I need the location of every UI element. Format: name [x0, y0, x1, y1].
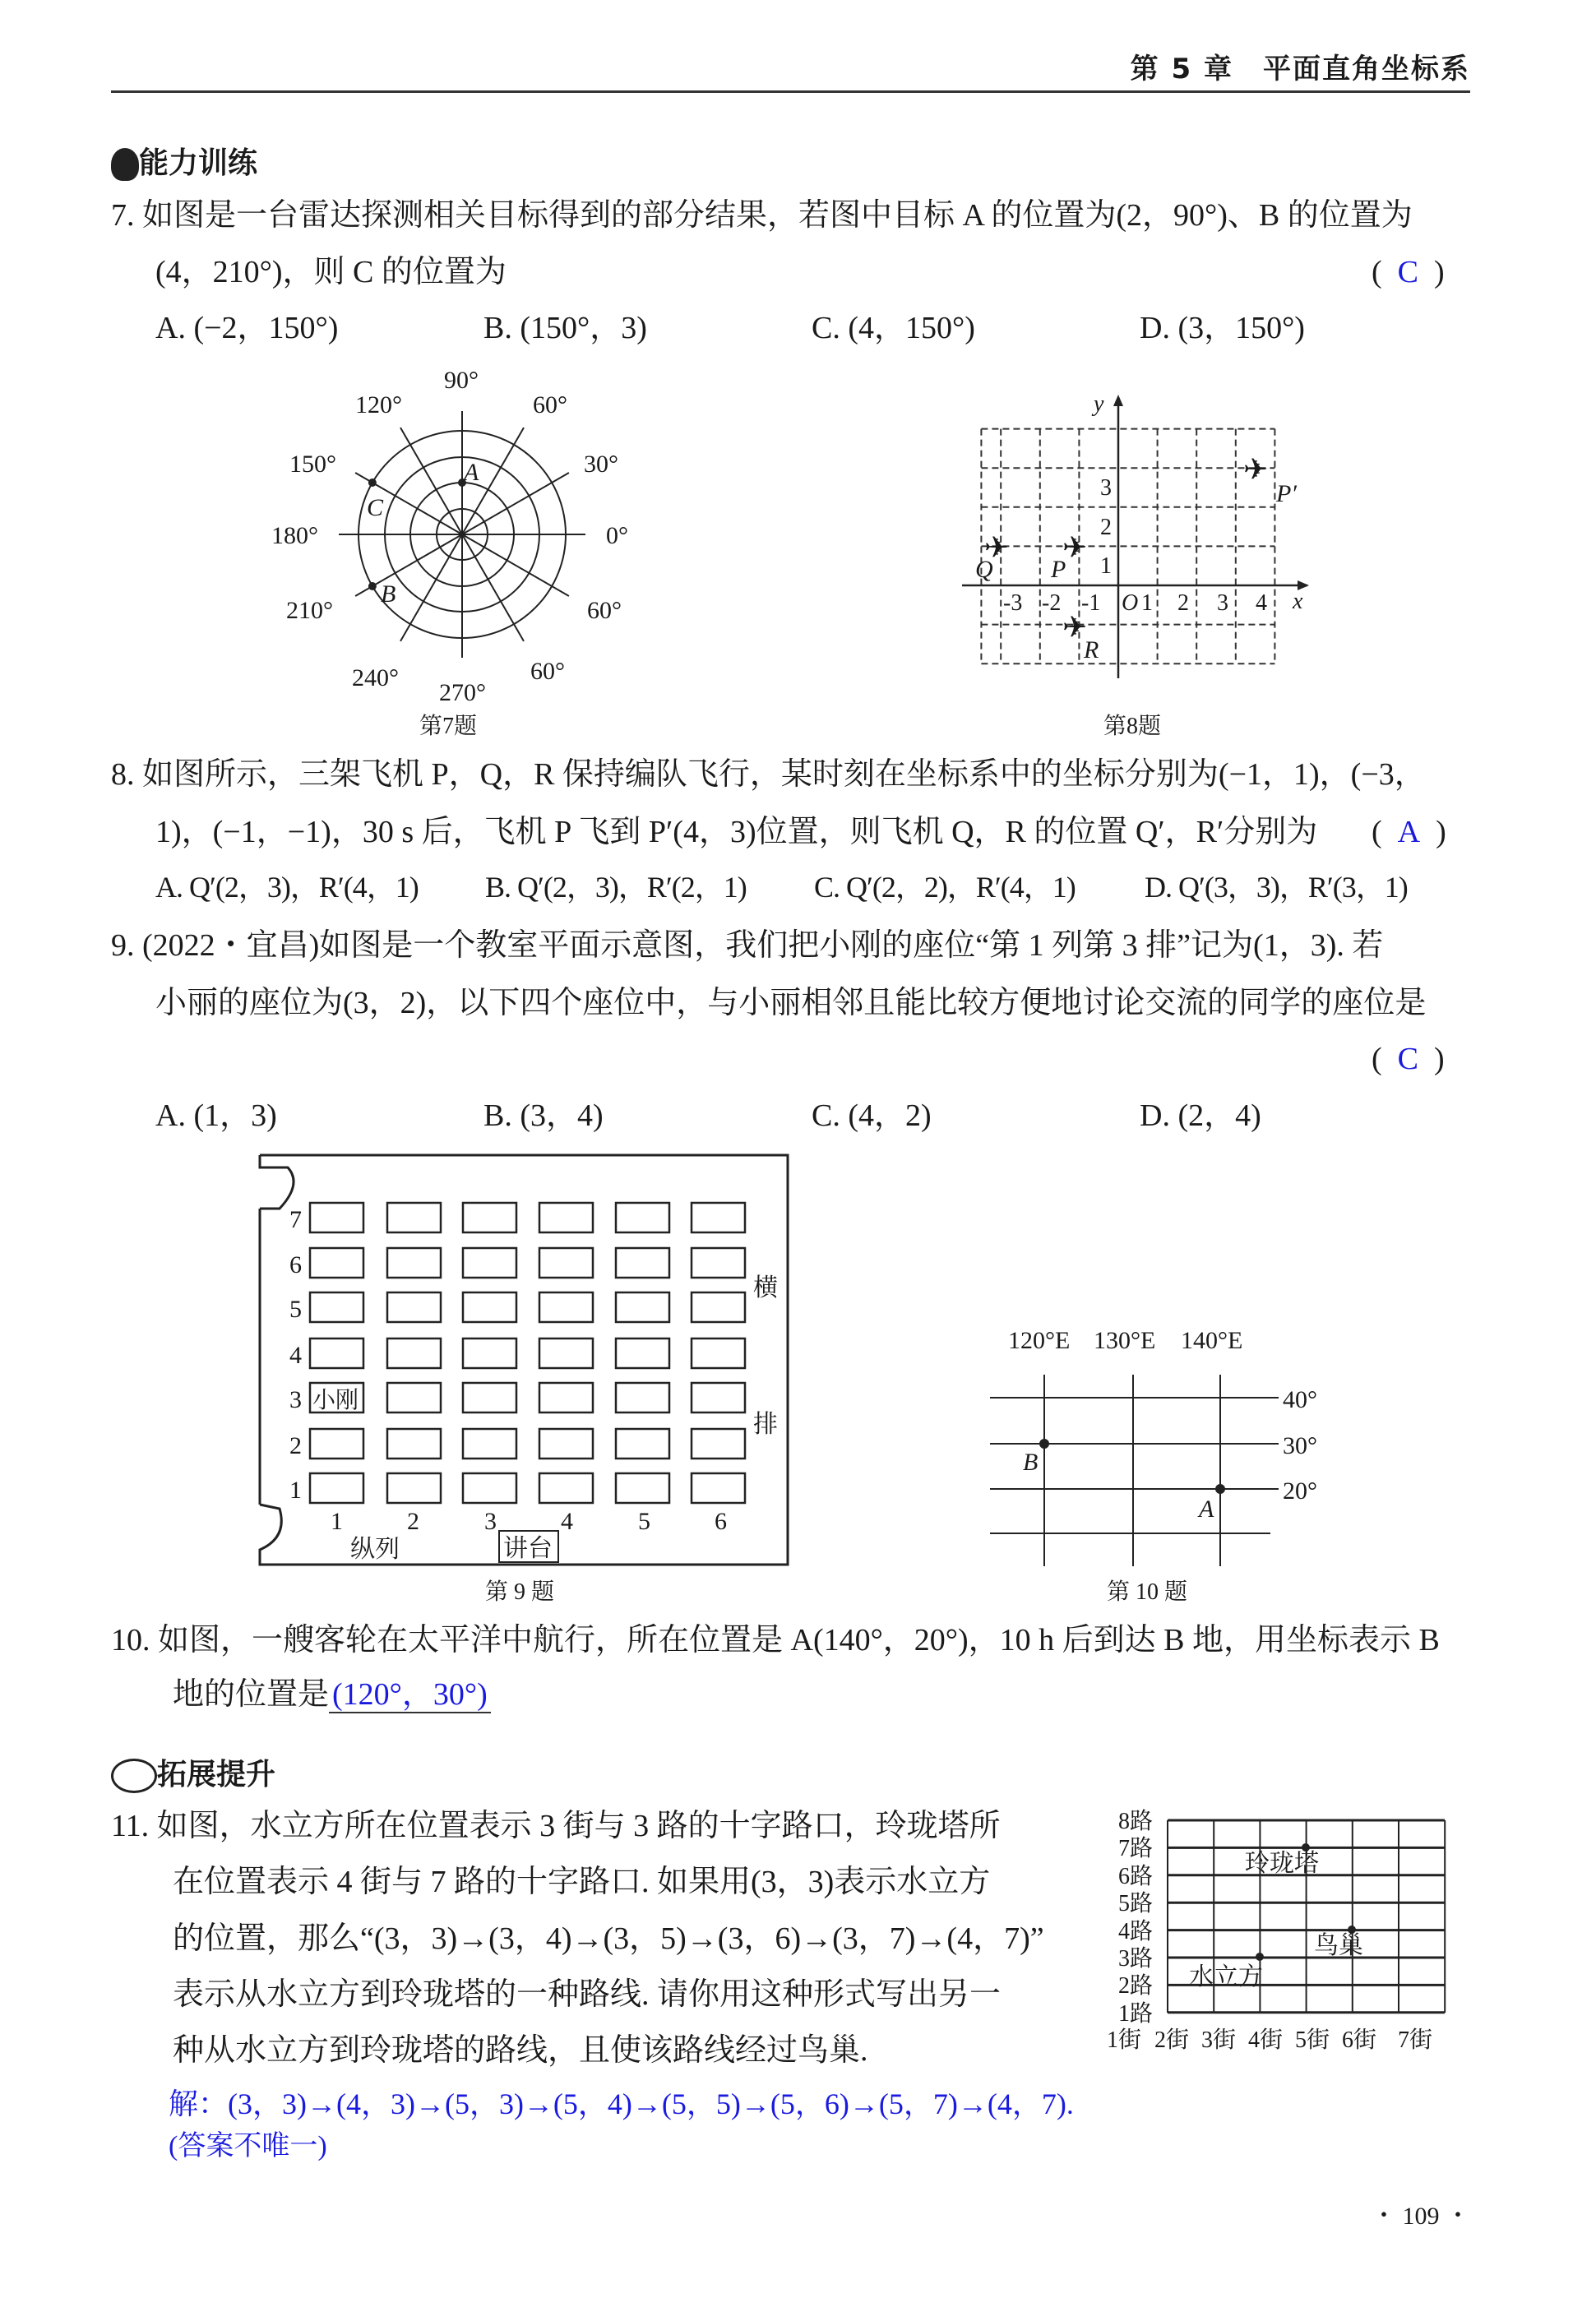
street-label: 6街 — [1342, 2027, 1377, 2053]
desk — [387, 1292, 441, 1322]
desk — [463, 1338, 516, 1368]
road-label: 5路 — [1118, 1891, 1154, 1916]
desk — [539, 1292, 593, 1322]
plane-p-label: P — [1051, 556, 1066, 583]
q11-line-3: 的位置，那么“(3，3)→(3，4)→(3，5)→(3，6)→(3，7)→(4，7)” — [173, 1921, 1044, 1956]
plane-p-prime-label: P′ — [1276, 480, 1297, 507]
q7-answer: C — [1397, 255, 1419, 289]
q7-option-b: B. (150°，3) — [483, 311, 647, 345]
x-tick: -2 — [1042, 590, 1062, 616]
desk — [539, 1473, 593, 1503]
col-label: 6 — [715, 1508, 727, 1535]
radar-labels — [271, 367, 628, 706]
q8-option-c: C. Q′(2，2)，R′(4，1) — [814, 871, 1076, 904]
x-tick: -3 — [1003, 590, 1023, 616]
row-label: 2 — [289, 1432, 302, 1459]
fig8-caption: 第8题 — [1103, 714, 1162, 739]
road-label: 7路 — [1118, 1836, 1154, 1861]
desk — [616, 1292, 669, 1322]
desk — [387, 1473, 441, 1503]
col-label: 2 — [407, 1508, 419, 1535]
desk — [539, 1383, 593, 1412]
q8-option-b: B. Q′(2，3)，R′(2，1) — [485, 871, 747, 904]
desk — [463, 1473, 516, 1503]
q8-option-a: A. Q′(2，3)，R′(4，1) — [155, 871, 419, 904]
q8-line-2: 1)，(−1，−1)，30 s 后，飞机 P 飞到 P′(4，3)位置，则飞机 Q，R 的位置 Q′，R′分别为 — [155, 815, 1318, 849]
desk — [539, 1429, 593, 1459]
row-direction-label: 排 — [753, 1411, 778, 1438]
x-tick: -1 — [1081, 590, 1101, 616]
y-tick: 2 — [1100, 515, 1112, 540]
desk — [616, 1473, 669, 1503]
longitude-label: 140°E — [1181, 1327, 1243, 1354]
desk — [387, 1203, 441, 1232]
col-label: 1 — [331, 1508, 343, 1535]
niaochao-label: 鸟巢 — [1314, 1932, 1363, 1959]
q9-answer: C — [1397, 1042, 1419, 1076]
fig9-caption: 第 9 题 — [485, 1579, 555, 1605]
q8-option-d: D. Q′(3，3)，R′(3，1) — [1145, 871, 1408, 904]
radar-target-point — [369, 479, 376, 486]
q7-option-c: C. (4，150°) — [812, 311, 975, 345]
xiaogang-seat-label: 小刚 — [312, 1388, 359, 1413]
q7-line-2: (4，210°)，则 C 的位置为 — [155, 255, 507, 289]
desk — [463, 1248, 516, 1278]
row-label: 3 — [289, 1386, 302, 1413]
radar-spoke — [400, 428, 462, 534]
road-label: 3路 — [1118, 1946, 1154, 1972]
longitude-label: 120°E — [1008, 1327, 1071, 1354]
street-label: 3街 — [1201, 2027, 1237, 2053]
x-axis-label: x — [1293, 589, 1303, 614]
road-label: 8路 — [1118, 1809, 1154, 1834]
desk — [539, 1248, 593, 1278]
street-label: 5街 — [1295, 2027, 1330, 2053]
q10-prompt: 地的位置是 — [173, 1677, 330, 1712]
radar-spoke — [400, 534, 462, 641]
desk — [310, 1338, 363, 1368]
label-60: 60° — [533, 391, 567, 418]
x-tick: 3 — [1217, 590, 1228, 616]
street-label: 1街 — [1107, 2027, 1142, 2053]
bracket-close: ) — [1434, 1042, 1445, 1076]
point-b-label: B — [1023, 1449, 1039, 1476]
desk — [616, 1338, 669, 1368]
point-a-label: A — [1199, 1496, 1214, 1523]
q9-line-1: 9. (2022・宜昌)如图是一个教室平面示意图，我们把小刚的座位“第 1 列第 3 排”记为(1，3). 若 — [111, 928, 1384, 963]
label-180: 180° — [271, 522, 318, 549]
col-label: 5 — [638, 1508, 650, 1535]
desk — [539, 1338, 593, 1368]
desk — [692, 1473, 745, 1503]
q8-line-1: 8. 如图所示，三架飞机 P，Q，R 保持编队飞行，某时刻在坐标系中的坐标分别为(−1，1)，(−3， — [111, 757, 1426, 792]
radar-spoke — [462, 534, 569, 596]
row-label: 7 — [289, 1206, 302, 1233]
desk — [310, 1203, 363, 1232]
radar-target-point — [369, 583, 376, 589]
label-240: 240° — [352, 664, 399, 691]
page-number: ・ 109 ・ — [1372, 2203, 1470, 2230]
bracket-close: ) — [1434, 255, 1445, 289]
row-label: 4 — [289, 1342, 302, 1369]
podium-label: 讲台 — [503, 1535, 553, 1562]
y-tick: 3 — [1100, 475, 1112, 501]
road-label: 4路 — [1118, 1919, 1154, 1944]
street-map-figure — [1107, 1808, 1445, 2053]
road-label: 1路 — [1118, 2001, 1154, 2027]
desk — [616, 1429, 669, 1459]
desk — [387, 1429, 441, 1459]
bracket-open: ( — [1372, 1042, 1382, 1076]
q7-line-1: 7. 如图是一台雷达探测相关目标得到的部分结果，若图中目标 A 的位置为(2，90°)、B 的位置为 — [111, 198, 1413, 233]
desk — [310, 1292, 363, 1322]
longitude-label: 130°E — [1094, 1327, 1156, 1354]
street-label: 4街 — [1248, 2027, 1284, 2053]
desk — [387, 1338, 441, 1368]
desk — [387, 1248, 441, 1278]
desk — [463, 1203, 516, 1232]
shuilifang-label: 水立方 — [1189, 1963, 1263, 1990]
section-title: 能力训练 — [139, 146, 258, 180]
street-label: 2街 — [1154, 2027, 1190, 2053]
col-label: 4 — [561, 1508, 573, 1535]
label-300: 60° — [530, 658, 565, 685]
point-b — [1040, 1440, 1048, 1448]
x-tick: 2 — [1177, 590, 1189, 616]
label-270: 270° — [439, 679, 486, 706]
row-direction-label: 横 — [753, 1274, 778, 1301]
radar-spoke — [462, 534, 524, 641]
q9-line-2: 小丽的座位为(3，2)，以下四个座位中，与小丽相邻且能比较方便地讨论交流的同学的座位是 — [155, 986, 1427, 1020]
x-tick: 4 — [1256, 590, 1267, 616]
label-150: 150° — [289, 451, 336, 478]
q11-answer: 解：(3，3)→(4，3)→(5，3)→(5，4)→(5，5)→(5，6)→(5，7)→(4，7). — [169, 2087, 1074, 2120]
bracket-close: ) — [1436, 815, 1446, 849]
desk — [692, 1203, 745, 1232]
q9-option-d: D. (2，4) — [1140, 1098, 1261, 1133]
desk — [539, 1203, 593, 1232]
q8-answer: A — [1397, 815, 1421, 849]
row-label: 1 — [289, 1477, 302, 1504]
plane-p-icon: ✈ — [1062, 531, 1088, 564]
origin-label: O — [1122, 590, 1139, 616]
shuilifang-point — [1256, 1953, 1264, 1961]
label-30: 30° — [584, 451, 618, 478]
desk — [310, 1473, 363, 1503]
q9-option-b: B. (3，4) — [483, 1098, 604, 1133]
road-label: 2路 — [1118, 1973, 1154, 1999]
row-label: 6 — [289, 1251, 302, 1278]
plane-q-label: Q — [975, 556, 993, 583]
y-axis-arrow-icon — [1113, 395, 1123, 406]
label-120: 120° — [355, 391, 402, 418]
desk — [616, 1248, 669, 1278]
row-label: 5 — [289, 1296, 302, 1323]
desk — [692, 1248, 745, 1278]
desk — [463, 1383, 516, 1412]
point-a-label: A — [464, 459, 479, 486]
chapter-header: 第 5 章 平面直角坐标系 — [1130, 53, 1470, 86]
plane-q-icon: ✈ — [984, 531, 1010, 564]
label-0: 0° — [606, 522, 628, 549]
desk — [616, 1203, 669, 1232]
label-330: 60° — [587, 597, 622, 624]
point-b-label: B — [381, 580, 396, 608]
y-tick: 1 — [1100, 553, 1112, 579]
desk — [692, 1338, 745, 1368]
bracket-open: ( — [1372, 815, 1382, 849]
latitude-label: 30° — [1283, 1432, 1317, 1459]
col-label: 3 — [484, 1508, 497, 1535]
plane-r-icon: ✈ — [1062, 611, 1088, 644]
section-title: 拓展提升 — [157, 1758, 276, 1792]
point-a — [1216, 1485, 1224, 1493]
q11-line-1: 11. 如图，水立方所在位置表示 3 街与 3 路的十字路口，玲珑塔所 — [111, 1809, 1001, 1843]
plane-p-prime-icon: ✈ — [1243, 453, 1269, 486]
latitude-label: 40° — [1283, 1386, 1317, 1413]
desk — [463, 1429, 516, 1459]
x-tick: 1 — [1141, 590, 1153, 616]
fig10-caption: 第 10 题 — [1107, 1579, 1188, 1605]
q11-answer-note: (答案不唯一) — [169, 2131, 327, 2161]
q9-option-a: A. (1，3) — [155, 1098, 277, 1133]
fig7-caption: 第7题 — [419, 714, 478, 739]
street-label: 7街 — [1398, 2027, 1433, 2053]
label-90: 90° — [444, 367, 479, 394]
desk — [463, 1292, 516, 1322]
desk — [387, 1383, 441, 1412]
q10-line-1: 10. 如图，一艘客轮在太平洋中航行，所在位置是 A(140°，20°)，10 h 后到达 B 地，用坐标表示 B — [111, 1623, 1440, 1657]
y-axis-label: y — [1094, 391, 1104, 417]
label-210: 210° — [286, 597, 333, 624]
classroom-figure — [260, 1155, 788, 1605]
desk — [616, 1383, 669, 1412]
column-label: 纵列 — [350, 1536, 400, 1563]
q9-option-c: C. (4，2) — [812, 1098, 932, 1133]
q11-line-5: 种从水立方到玲珑塔的路线，且使该路线经过鸟巢. — [173, 2033, 868, 2068]
radar-figure — [339, 411, 585, 658]
desk — [310, 1429, 363, 1459]
point-c-label: C — [367, 494, 384, 521]
linglongta-label: 玲珑塔 — [1245, 1850, 1319, 1877]
plane-r-label: R — [1084, 636, 1099, 663]
q7-option-a: A. (−2，150°) — [155, 311, 339, 345]
q10-answer: (120°，30°) — [329, 1677, 491, 1713]
desk — [692, 1383, 745, 1412]
latitude-label: 20° — [1283, 1477, 1317, 1505]
q11-line-2: 在位置表示 4 街与 7 路的十字路口. 如果用(3，3)表示水立方 — [173, 1865, 991, 1899]
desk — [310, 1248, 363, 1278]
bracket-open: ( — [1372, 255, 1382, 289]
coordinate-grid-figure — [962, 391, 1309, 739]
q7-option-d: D. (3，150°) — [1140, 311, 1305, 345]
road-label: 6路 — [1118, 1864, 1154, 1889]
q11-line-4: 表示从水立方到玲珑塔的一种路线. 请你用这种形式写出另一 — [173, 1977, 1002, 2012]
desk — [692, 1292, 745, 1322]
desk — [692, 1429, 745, 1459]
